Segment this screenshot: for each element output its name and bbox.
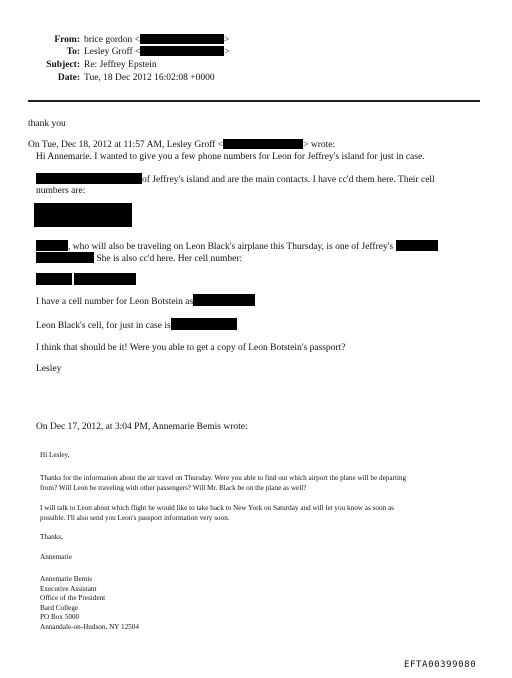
quoted2-thanks: Thanks, xyxy=(40,533,63,541)
redaction-block xyxy=(396,240,438,251)
quoted1-botstein-line xyxy=(36,294,255,308)
quoted1-black-line xyxy=(36,318,237,332)
redaction-block xyxy=(36,173,142,184)
redaction-block xyxy=(36,252,94,263)
quoted1-numbers-are: numbers are: xyxy=(36,186,86,196)
redaction-block xyxy=(140,34,224,44)
date-value: Tue, 18 Dec 2012 16:02:08 +0000 xyxy=(84,73,215,83)
header-divider xyxy=(28,100,480,102)
redaction-block xyxy=(36,240,68,251)
signature-line: Annemarie Bemis xyxy=(40,575,93,583)
signature-line: Annandale-on-Hudson, NY 12504 xyxy=(40,622,139,631)
redaction-block xyxy=(193,294,255,306)
quoted2-para2-line2: possible. I'll also send you Leon's passport information very soon. xyxy=(40,514,230,522)
redaction-block xyxy=(34,203,132,227)
quoted1-intro: On Tue, Dec 18, 2012 at 11:57 AM, Lesley Groff < > wrote: xyxy=(28,140,336,150)
redaction-block xyxy=(140,46,224,56)
quoted1-cc-line xyxy=(36,252,242,265)
quoted1-cc-text: She is also cc'd here. Her cell number: xyxy=(96,254,243,264)
reply-body: thank you xyxy=(28,119,66,129)
signature-line: Office of the President xyxy=(40,594,106,602)
signature-line: Bard College xyxy=(40,603,79,612)
to-label: To: xyxy=(66,47,80,57)
quoted2-para1-line1: Thanks for the information about the air travel on Thursday. Were you able to find out which airport the plane will be departing xyxy=(40,474,407,482)
signature-line: Executive Assistant xyxy=(40,584,97,593)
redaction-block xyxy=(171,318,237,330)
quoted1-her-cell xyxy=(36,273,136,287)
quoted1-traveler-text: , who will also be traveling on Leon Black's airplane this Thursday, is one of Jeffrey's xyxy=(68,242,394,252)
quoted2-greeting: Hi Lesley, xyxy=(40,451,70,459)
quoted1-intro-text: On Tue, Dec 18, 2012 at 11:57 AM, Lesley Groff xyxy=(28,140,216,150)
quoted1-greeting: Hi Annemarie. I wanted to give you a few phone numbers for Leon for Jeffrey's island for just in case. xyxy=(36,152,425,162)
from-label: From: xyxy=(54,35,80,45)
quoted1-black-text: Leon Black's cell, for just in case is xyxy=(36,321,171,331)
quoted2-para1-line2: from? Will Leon be traveling with other passengers? Will Mr. Black be on the plane as well? xyxy=(40,484,307,492)
bates-number: EFTA00399080 xyxy=(404,660,477,670)
quoted1-intro-wrote: wrote: xyxy=(310,140,336,150)
quoted1-botstein-text: I have a cell number for Leon Botstein as xyxy=(36,297,194,307)
signature-block xyxy=(40,575,139,632)
quoted2-name: Annemarie xyxy=(40,553,72,561)
subject-value: Re: Jeffrey Epstein xyxy=(84,60,157,70)
redaction-block xyxy=(74,273,136,285)
subject-label: Subject: xyxy=(46,60,80,70)
quoted2-intro: On Dec 17, 2012, at 3:04 PM, Annemarie Bemis wrote: xyxy=(36,422,248,432)
redaction-block xyxy=(36,273,72,285)
quoted2-para2-line1: I will talk to Leon about which flight he would like to take back to New York on Saturday and will let you know as soon as xyxy=(40,504,394,512)
redaction-block xyxy=(223,139,303,149)
to-value: Lesley Groff xyxy=(84,47,133,57)
quoted1-island-text: of Jeffrey's island and are the main contacts. I have cc'd them here. Their cell xyxy=(142,175,435,185)
signature-line: PO Box 5000 xyxy=(40,613,80,621)
from-value: brice gordon xyxy=(84,35,133,45)
quoted1-passport-question: I think that should be it! Were you able to get a copy of Leon Botstein's passport? xyxy=(36,343,346,353)
quoted1-island-line xyxy=(36,173,435,186)
quoted1-signoff: Lesley xyxy=(36,364,62,374)
date-label: Date: xyxy=(57,73,80,83)
